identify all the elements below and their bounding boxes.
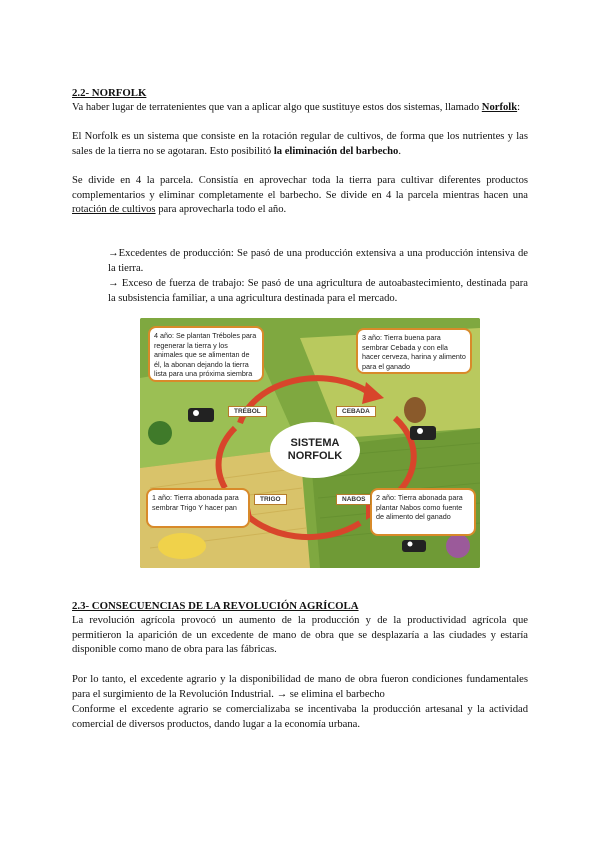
- paragraph-consecuencias-3: Conforme el excedente agrario se comercializaba se incentivaba la producción artesanal y la actividad comercial de diversos productos, dando lugar a la economía urbana.: [72, 704, 528, 730]
- diagram-box-year4: 4 año: Se plantan Tréboles para regenerar la tierra y los animales que se alimentan de él, la abonan dejando la tierra lista para una próxima siembra: [148, 326, 264, 382]
- paragraph-division: [72, 174, 528, 218]
- diagram-box-year1: 1 año: Tierra abonada para sembrar Trigo Y hacer pan: [146, 488, 250, 528]
- crop-label-trigo: TRIGO: [254, 494, 287, 505]
- paragraph-intro-end: :: [517, 102, 521, 113]
- term-norfolk: Norfolk: [481, 102, 518, 113]
- bullet-excedentes: →Excedentes de producción: Se pasó de una producción extensiva a una producción intensiva de la tierra.: [108, 248, 528, 274]
- paragraph-division-text: Se divide en 4 la parcela. Consistía en aprovechar toda la tierra para cultivar diferentes productos complementarios y eliminar completamente el barbecho. Se divide en 4 la parcela mientras hacen una: [72, 175, 528, 201]
- paragraph-definition-end: .: [398, 145, 401, 157]
- diagram-box-year3: 3 año: Tierra buena para sembrar Cebada y con ella hacer cerveza, harina y alimento para el ganado: [356, 328, 472, 374]
- crop-label-cebada: CEBADA: [336, 406, 376, 417]
- paragraph-consecuencias-1: La revolución agrícola provocó un aumento de la producción y de la productividad agrícola que permitieron la aparición de un excedente de mano de obra que se desplazaría a las ciudades y estaría disponible como mano de obra para las fábricas.: [72, 615, 528, 656]
- diagram-box-year2: 2 año: Tierra abonada para plantar Nabos como fuente de alimento del ganado: [370, 488, 476, 536]
- crop-label-trebol: TRÉBOL: [228, 406, 267, 417]
- diagram-center-line2: NORFOLK: [287, 450, 343, 462]
- section-heading-consecuencias: 2.3- CONSECUENCIAS DE LA REVOLUCIÓN AGRÍCOLA: [72, 600, 359, 612]
- diagram-center-line1: SISTEMA: [290, 437, 340, 449]
- paragraph-intro: [72, 101, 528, 116]
- paragraph-definition-text: El Norfolk es un sistema que consiste en la rotación regular de cultivos, de forma que los nutrientes y las sales de la tierra no se agotaran. Esto posibilitó: [72, 131, 528, 157]
- paragraph-consecuencias-2: Por lo tanto, el excedente agrario y la disponibilidad de mano de obra fueron condiciones fundamentales para el surgimiento de la Revolución Industrial. → se elimina el barbecho: [72, 674, 528, 700]
- crop-label-nabos: NABOS: [336, 494, 371, 505]
- term-rotacion-cultivos: rotación de cultivos: [72, 204, 156, 216]
- bullet-fuerza-trabajo: → Exceso de fuerza de trabajo: Se pasó de una agricultura de autoabastecimiento, destinada para la subsistencia familiar, a una agricultura destinada para el mercado.: [108, 278, 528, 304]
- section-heading-norfolk: 2.2- NORFOLK: [72, 87, 147, 99]
- paragraph-intro-text: Va haber lugar de terratenientes que van a aplicar algo que sustituye estos dos sistemas, llamado: [72, 102, 480, 113]
- norfolk-diagram: [140, 318, 480, 568]
- paragraph-division-end: para aprovecharla todo el año.: [155, 204, 287, 216]
- term-eliminacion-barbecho: la eliminación del barbecho: [273, 145, 399, 157]
- diagram-center-label: [270, 422, 360, 478]
- paragraph-definition: [72, 130, 528, 159]
